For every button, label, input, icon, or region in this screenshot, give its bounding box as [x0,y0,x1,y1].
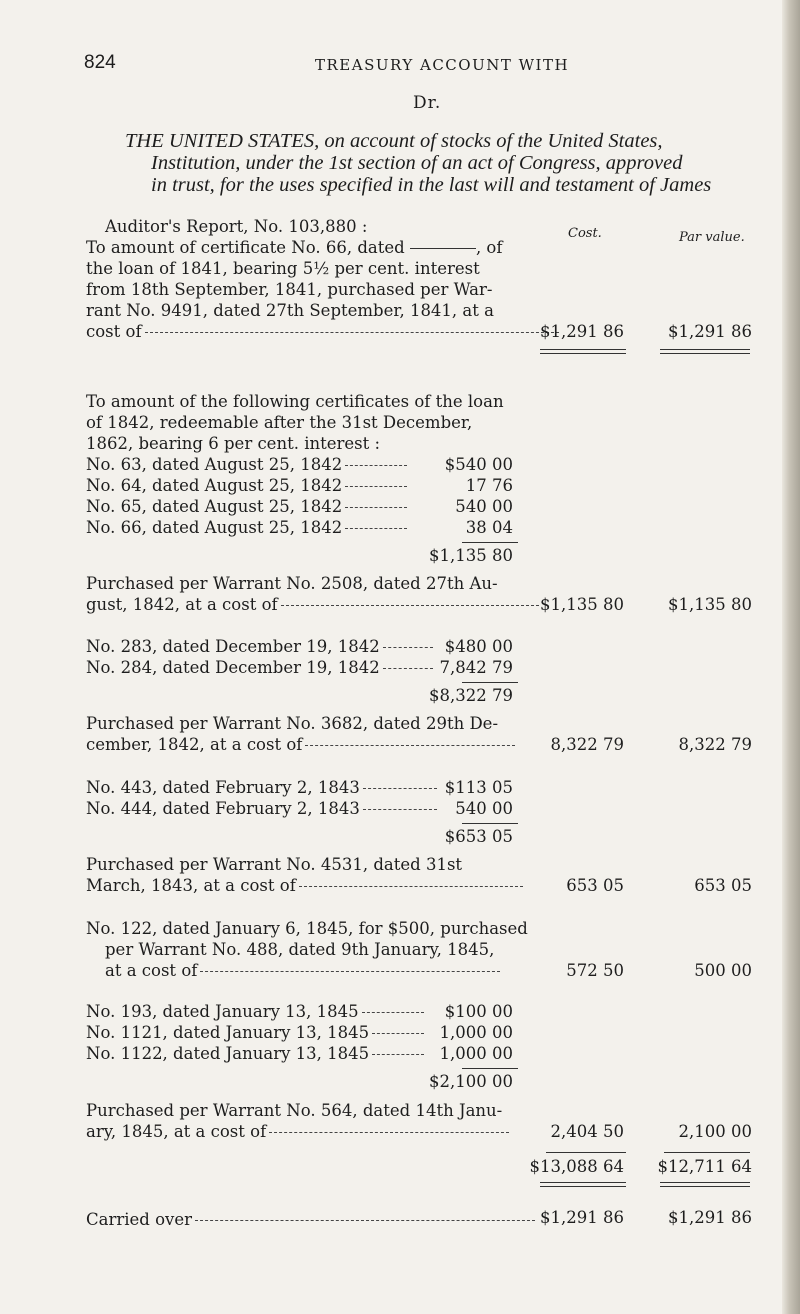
running-title: TREASURY ACCOUNT WITH [315,56,570,74]
subtotal: $653 05 [444,827,513,846]
page-edge-shadow [782,0,800,1314]
auditor-line-2-text: To amount of certificate No. 66, dated [86,238,405,257]
auditor-line-2 [86,238,502,258]
item-label: No. 443, dated February 2, 1843 [86,778,360,797]
leader-dots [299,886,523,887]
purchase-line-1: Purchased per Warrant No. 564, dated 14th Janu- [86,1101,503,1120]
par-column-heading: Par value. [679,230,745,245]
cost-column-heading: Cost. [568,226,602,241]
certificate-line-2: per Warrant No. 488, dated 9th January, 1845, [105,940,495,959]
double-rule [540,1182,626,1187]
item-label: No. 284, dated December 19, 1842 [86,658,380,677]
auditor-par: $1,291 86 [668,322,752,341]
page-number: 824 [84,52,116,73]
item-amount: $100 00 [444,1002,513,1021]
auditor-line-3: the loan of 1841, bearing 5½ per cent. interest [86,259,480,278]
list-item [86,518,407,538]
blank-date-line [410,248,476,249]
subtotal-rule [462,542,518,543]
leader-dots [269,1132,509,1133]
cost-amount: 572 50 [566,961,624,980]
auditor-line-5: rant No. 9491, dated 27th September, 1841, at a [86,301,494,320]
purchase-line-1: Purchased per Warrant No. 3682, dated 29th De- [86,714,499,733]
par-amount: 8,322 79 [678,735,752,754]
certificate-line-3-text: at a cost of [105,961,198,980]
purchase-line-2 [86,595,539,615]
subtotal-rule [462,1068,518,1069]
purchase-line-2 [86,1122,509,1142]
item-label: No. 64, dated August 25, 1842 [86,476,343,495]
par-amount: $1,135 80 [668,595,752,614]
list-item [86,637,433,657]
list-item [86,778,437,798]
list-item [86,799,437,819]
certificate-line-1: No. 122, dated January 6, 1845, for $500, purchased [86,919,528,938]
item-amount: 38 04 [465,518,513,537]
debit-side-label: Dr. [413,93,442,113]
purchase-line-2-text: gust, 1842, at a cost of [86,595,278,614]
item-label: No. 66, dated August 25, 1842 [86,518,343,537]
purchase-line-2 [86,876,523,896]
list-item [86,455,407,475]
carried-over-label: Carried over [86,1210,192,1229]
item-label: No. 283, dated December 19, 1842 [86,637,380,656]
cost-amount: 2,404 50 [550,1122,624,1141]
total-rule [546,1152,626,1153]
double-rule [660,1182,750,1187]
leader-dots [195,1220,535,1221]
par-amount: 500 00 [694,961,752,980]
leader-dots [200,971,500,972]
item-amount: 17 76 [465,476,513,495]
cost-amount: 8,322 79 [550,735,624,754]
loan-1842-intro-1: To amount of the following certificates of the loan [86,392,504,411]
double-rule [660,349,750,354]
auditor-line-4: from 18th September, 1841, purchased per War- [86,280,493,299]
cost-amount: 653 05 [566,876,624,895]
title-line-2: Institution, under the 1st section of an act of Congress, approved [151,152,683,174]
purchase-line-2-text: March, 1843, at a cost of [86,876,296,895]
item-label: No. 444, dated February 2, 1843 [86,799,360,818]
list-item [86,1023,424,1043]
item-amount: $480 00 [444,637,513,656]
auditor-line-2-tail: , of [475,238,503,257]
carried-par: $1,291 86 [668,1208,752,1227]
leader-dots [305,745,515,746]
loan-1842-intro-3: 1862, bearing 6 per cent. interest : [86,434,381,453]
subtotal: $2,100 00 [429,1072,513,1091]
purchase-line-2 [86,735,515,755]
auditor-report: Auditor's Report, No. 103,880 : [105,217,368,236]
auditor-line-6 [86,322,559,342]
list-item [86,658,433,678]
item-amount: 1,000 00 [439,1044,513,1063]
item-label: No. 65, dated August 25, 1842 [86,497,343,516]
leader-dots [281,605,539,606]
par-amount: 2,100 00 [678,1122,752,1141]
title-line-1: THE UNITED STATES, on account of stocks of the United States, [125,130,663,152]
loan-1842-intro-2: of 1842, redeemable after the 31st December, [86,413,473,432]
total-cost: $13,088 64 [529,1157,624,1176]
par-amount: 653 05 [694,876,752,895]
item-amount: 540 00 [455,799,513,818]
total-rule [664,1152,750,1153]
purchase-line-1: Purchased per Warrant No. 4531, dated 31st [86,855,463,874]
double-rule [540,349,626,354]
item-amount: 1,000 00 [439,1023,513,1042]
list-item [86,476,407,496]
item-amount: $113 05 [444,778,513,797]
leader-dots [145,332,559,333]
carried-cost: $1,291 86 [540,1208,624,1227]
auditor-cost: $1,291 86 [540,322,624,341]
item-label: No. 1121, dated January 13, 1845 [86,1023,370,1042]
item-label: No. 193, dated January 13, 1845 [86,1002,359,1021]
subtotal-rule [462,682,518,683]
auditor-line-6-text: cost of [86,322,142,341]
purchase-line-1: Purchased per Warrant No. 2508, dated 27th Au- [86,574,498,593]
purchase-line-2-text: cember, 1842, at a cost of [86,735,303,754]
total-par: $12,711 64 [657,1157,752,1176]
cost-amount: $1,135 80 [540,595,624,614]
item-amount: 540 00 [455,497,513,516]
list-item [86,497,407,517]
subtotal-rule [462,823,518,824]
subtotal: $8,322 79 [429,686,513,705]
account-title [125,130,765,196]
certificate-line-3 [105,961,500,981]
list-item [86,1044,424,1064]
item-label: No. 63, dated August 25, 1842 [86,455,343,474]
item-label: No. 1122, dated January 13, 1845 [86,1044,370,1063]
list-item [86,1002,424,1022]
purchase-line-2-text: ary, 1845, at a cost of [86,1122,267,1141]
title-line-3: in trust, for the uses specified in the last will and testament of James [151,174,712,196]
item-amount: 7,842 79 [439,658,513,677]
item-amount: $540 00 [444,455,513,474]
subtotal: $1,135 80 [429,546,513,565]
carried-over [86,1210,535,1230]
